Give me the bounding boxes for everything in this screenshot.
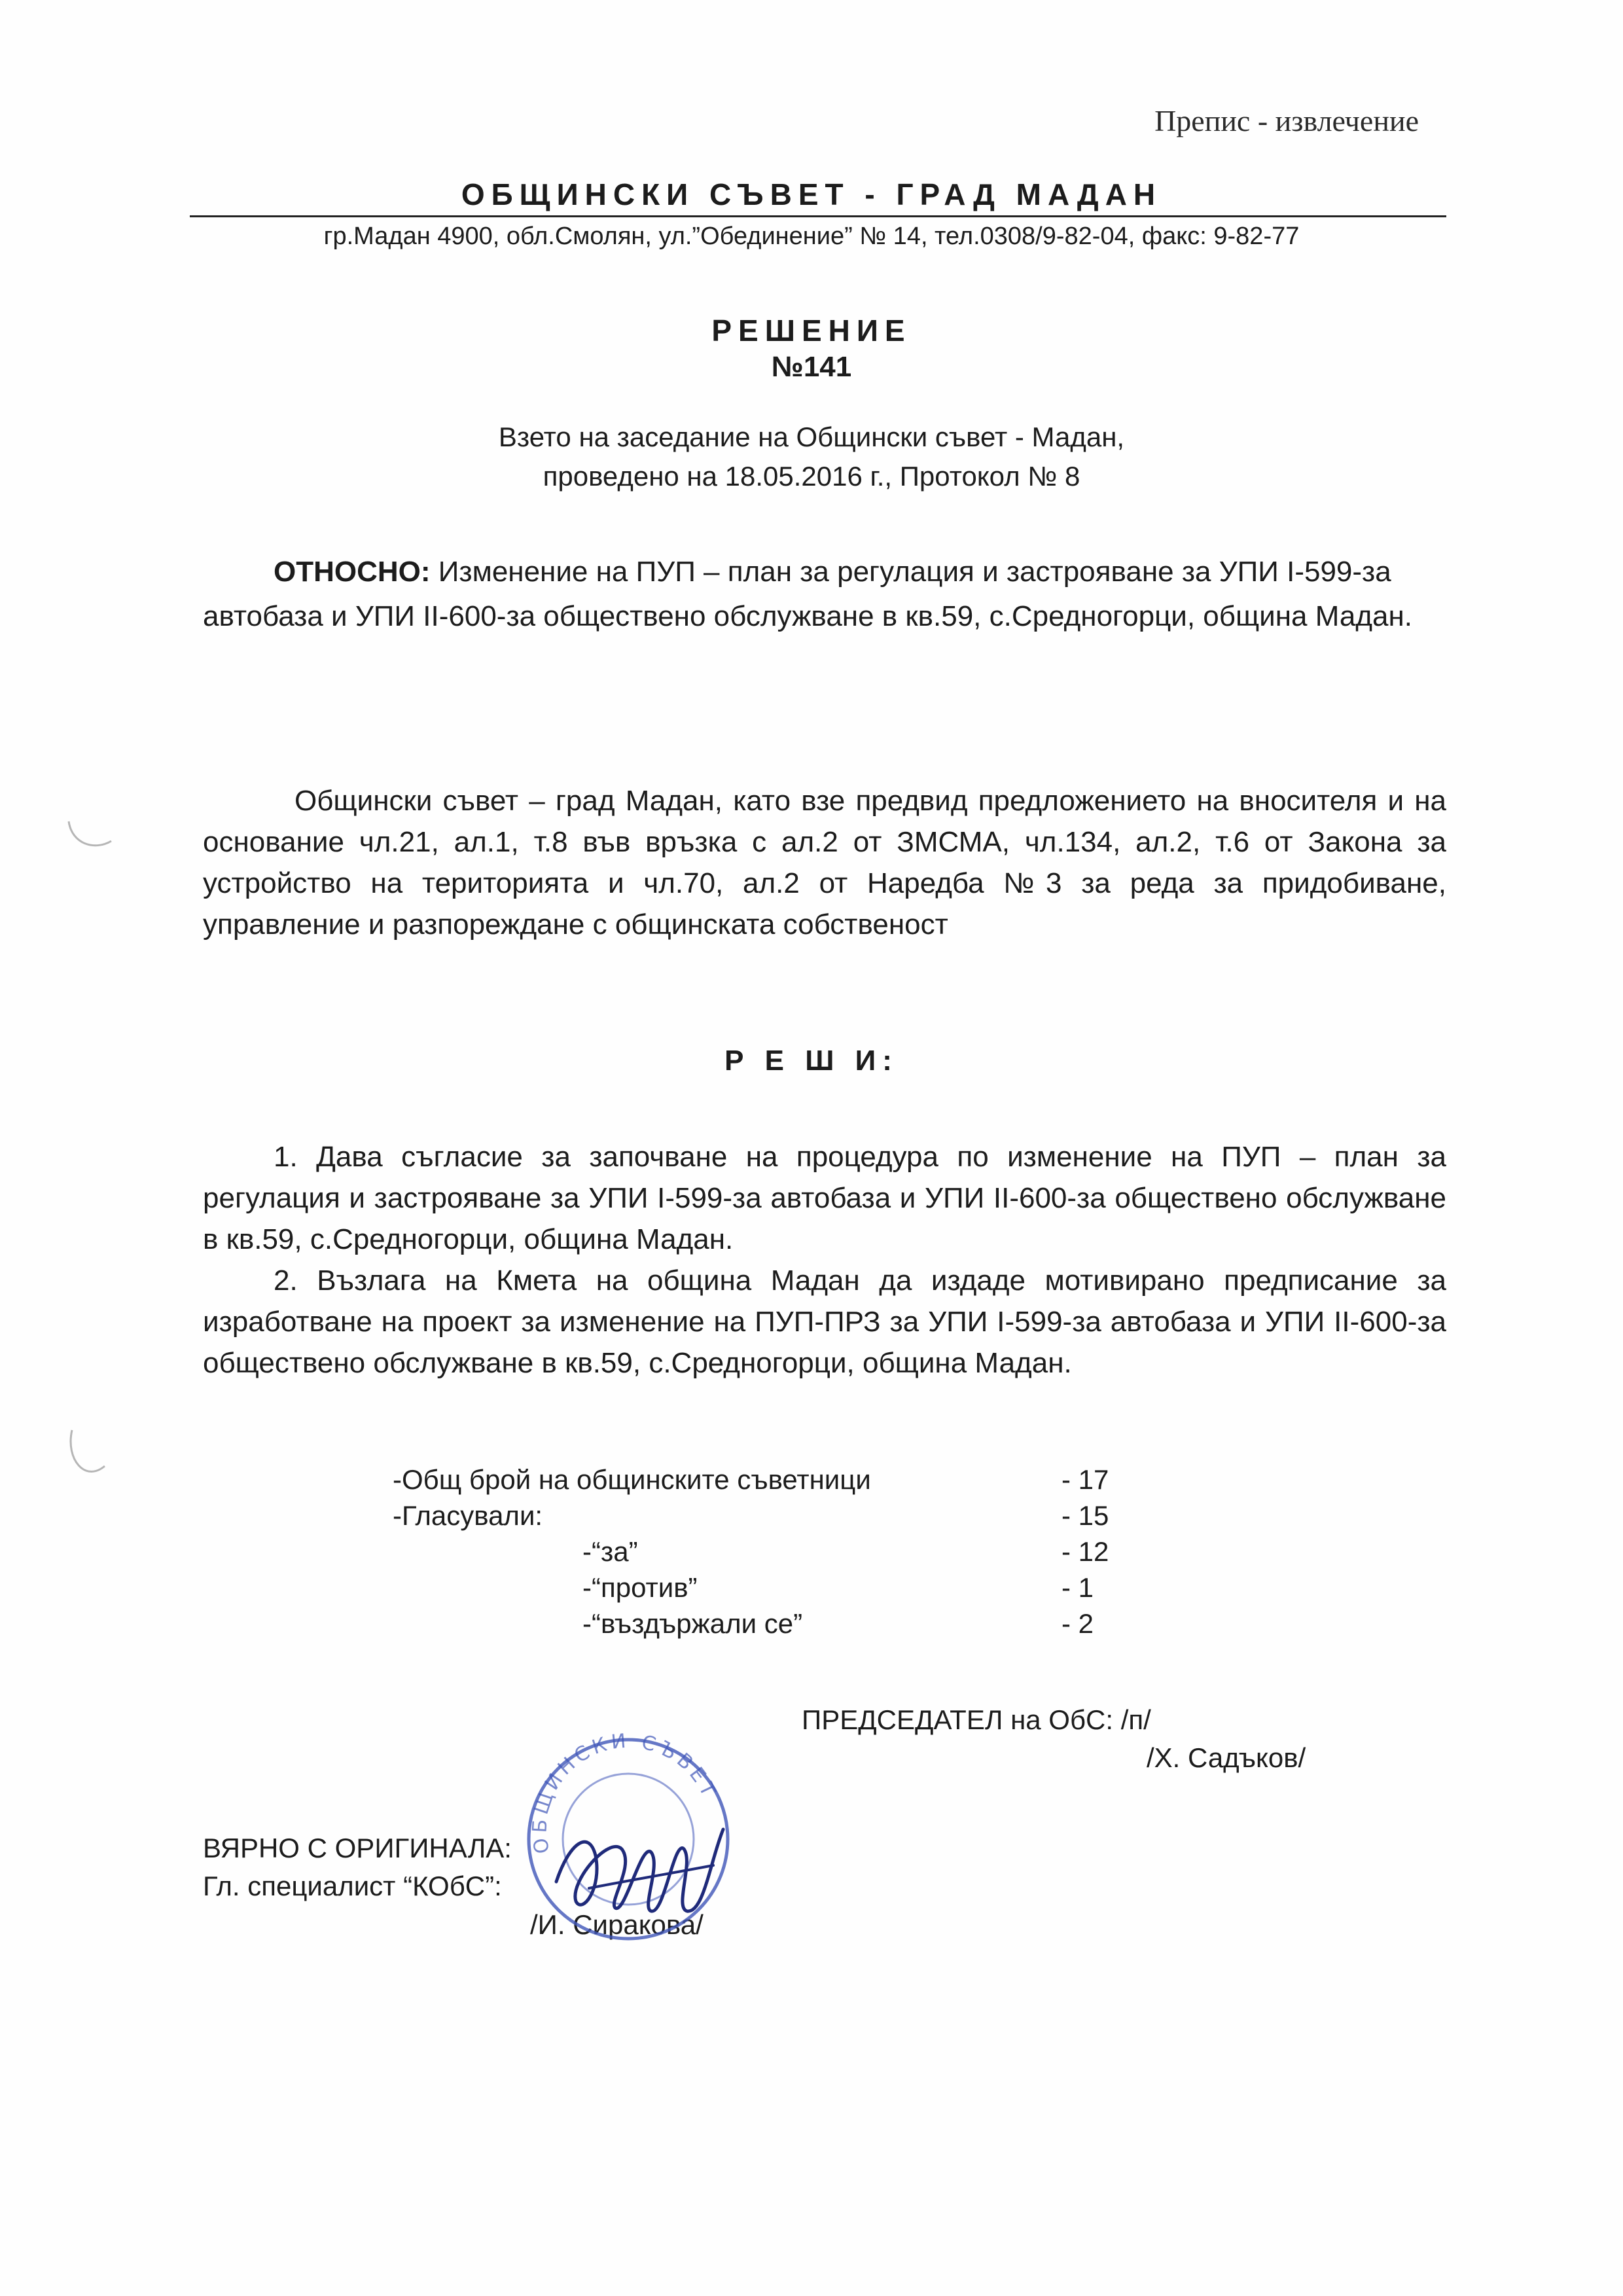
resolution-item-1: 1. Дава съгласие за започване на процедура по изменение на ПУП – план за регулация и застрояване за УПИ І-599-за автобаза и УПИ ІІ-600-за обществено обслужване в кв.59, с.Средногорци, община Мадан. bbox=[203, 1141, 1446, 1255]
resolves-heading: Р Е Ш И: bbox=[724, 1045, 899, 1077]
copy-extract-label: Препис - извлечение bbox=[1154, 104, 1419, 137]
subject-text: Изменение на ПУП – план за регулация и застрояване за УПИ І-599-за автобаза и УПИ ІІ-600-за обществено обслужване в кв.59, с.Средногорци, община Мадан. bbox=[203, 556, 1413, 632]
stamp-text: ОБЩИНСКИ СЪВЕТ bbox=[528, 1729, 722, 1856]
handwritten-signature bbox=[543, 1803, 740, 1937]
council-name: ОБЩИНСКИ СЪВЕТ - ГРАД МАДАН bbox=[461, 177, 1162, 211]
certification-name: /И. Сиракова/ bbox=[530, 1909, 704, 1940]
vote-total-value: - 17 bbox=[1061, 1464, 1109, 1495]
preamble-paragraph: Общински съвет – град Мадан, като взе предвид предложението на вносителя и на основание чл.21, ал.1, т.8 във връзка с ал.2 от ЗМСМА, чл.134, ал.2, т.6 от Закона за устройство на територията и чл.70, ал.2 от Наредба №3 за реда за придобиване, управление и разпореждане с общинската собственост bbox=[203, 785, 1446, 941]
session-line-1: Взето на заседание на Общински съвет - Мадан, bbox=[498, 422, 1125, 452]
certification-line-2: Гл. специалист “КОбС”: bbox=[203, 1871, 502, 1901]
vote-total-label: -Общ брой на общинските съветници bbox=[393, 1464, 871, 1495]
certification-line-1: ВЯРНО С ОРИГИНАЛА: bbox=[203, 1833, 512, 1863]
vote-abstained-label: -“въздържали се” bbox=[582, 1608, 803, 1639]
resolution-items bbox=[203, 1136, 1446, 1384]
resolution-item-2: 2. Възлага на Кмета на община Мадан да издаде мотивирано предписание за изработване на проект за изменение на ПУП-ПРЗ за УПИ І-599-за автобаза и УПИ ІІ-600-за обществено обслужване в кв.59, с.Средногорци, община Мадан. bbox=[203, 1265, 1446, 1379]
chair-line: ПРЕДСЕДАТЕЛ на ОбС: /п/ bbox=[802, 1704, 1151, 1735]
vote-for-value: - 12 bbox=[1061, 1536, 1109, 1567]
vote-against-value: - 1 bbox=[1061, 1572, 1094, 1603]
vote-against-label: -“против” bbox=[582, 1572, 698, 1603]
chair-name: /Х. Садъков/ bbox=[1147, 1742, 1306, 1773]
vote-voted-label: -Гласували: bbox=[393, 1500, 543, 1531]
decision-number: №141 bbox=[771, 351, 852, 383]
vote-voted-value: - 15 bbox=[1061, 1500, 1109, 1531]
session-line-2: проведено на 18.05.2016 г., Протокол № 8 bbox=[543, 461, 1080, 492]
subject-label: ОТНОСНО: bbox=[274, 556, 431, 588]
vote-for-label: -“за” bbox=[582, 1536, 638, 1567]
subject-paragraph bbox=[203, 550, 1446, 639]
council-address: гр.Мадан 4900, обл.Смолян, ул.”Обединение” № 14, тел.0308/9-82-04, факс: 9-82-77 bbox=[323, 223, 1300, 250]
vote-abstained-value: - 2 bbox=[1061, 1608, 1094, 1639]
decision-title: РЕШЕНИЕ bbox=[711, 314, 912, 348]
session-info bbox=[0, 418, 1623, 496]
punch-hole-mark bbox=[65, 815, 118, 864]
punch-hole-mark bbox=[65, 1427, 118, 1489]
header-rule bbox=[190, 215, 1446, 217]
